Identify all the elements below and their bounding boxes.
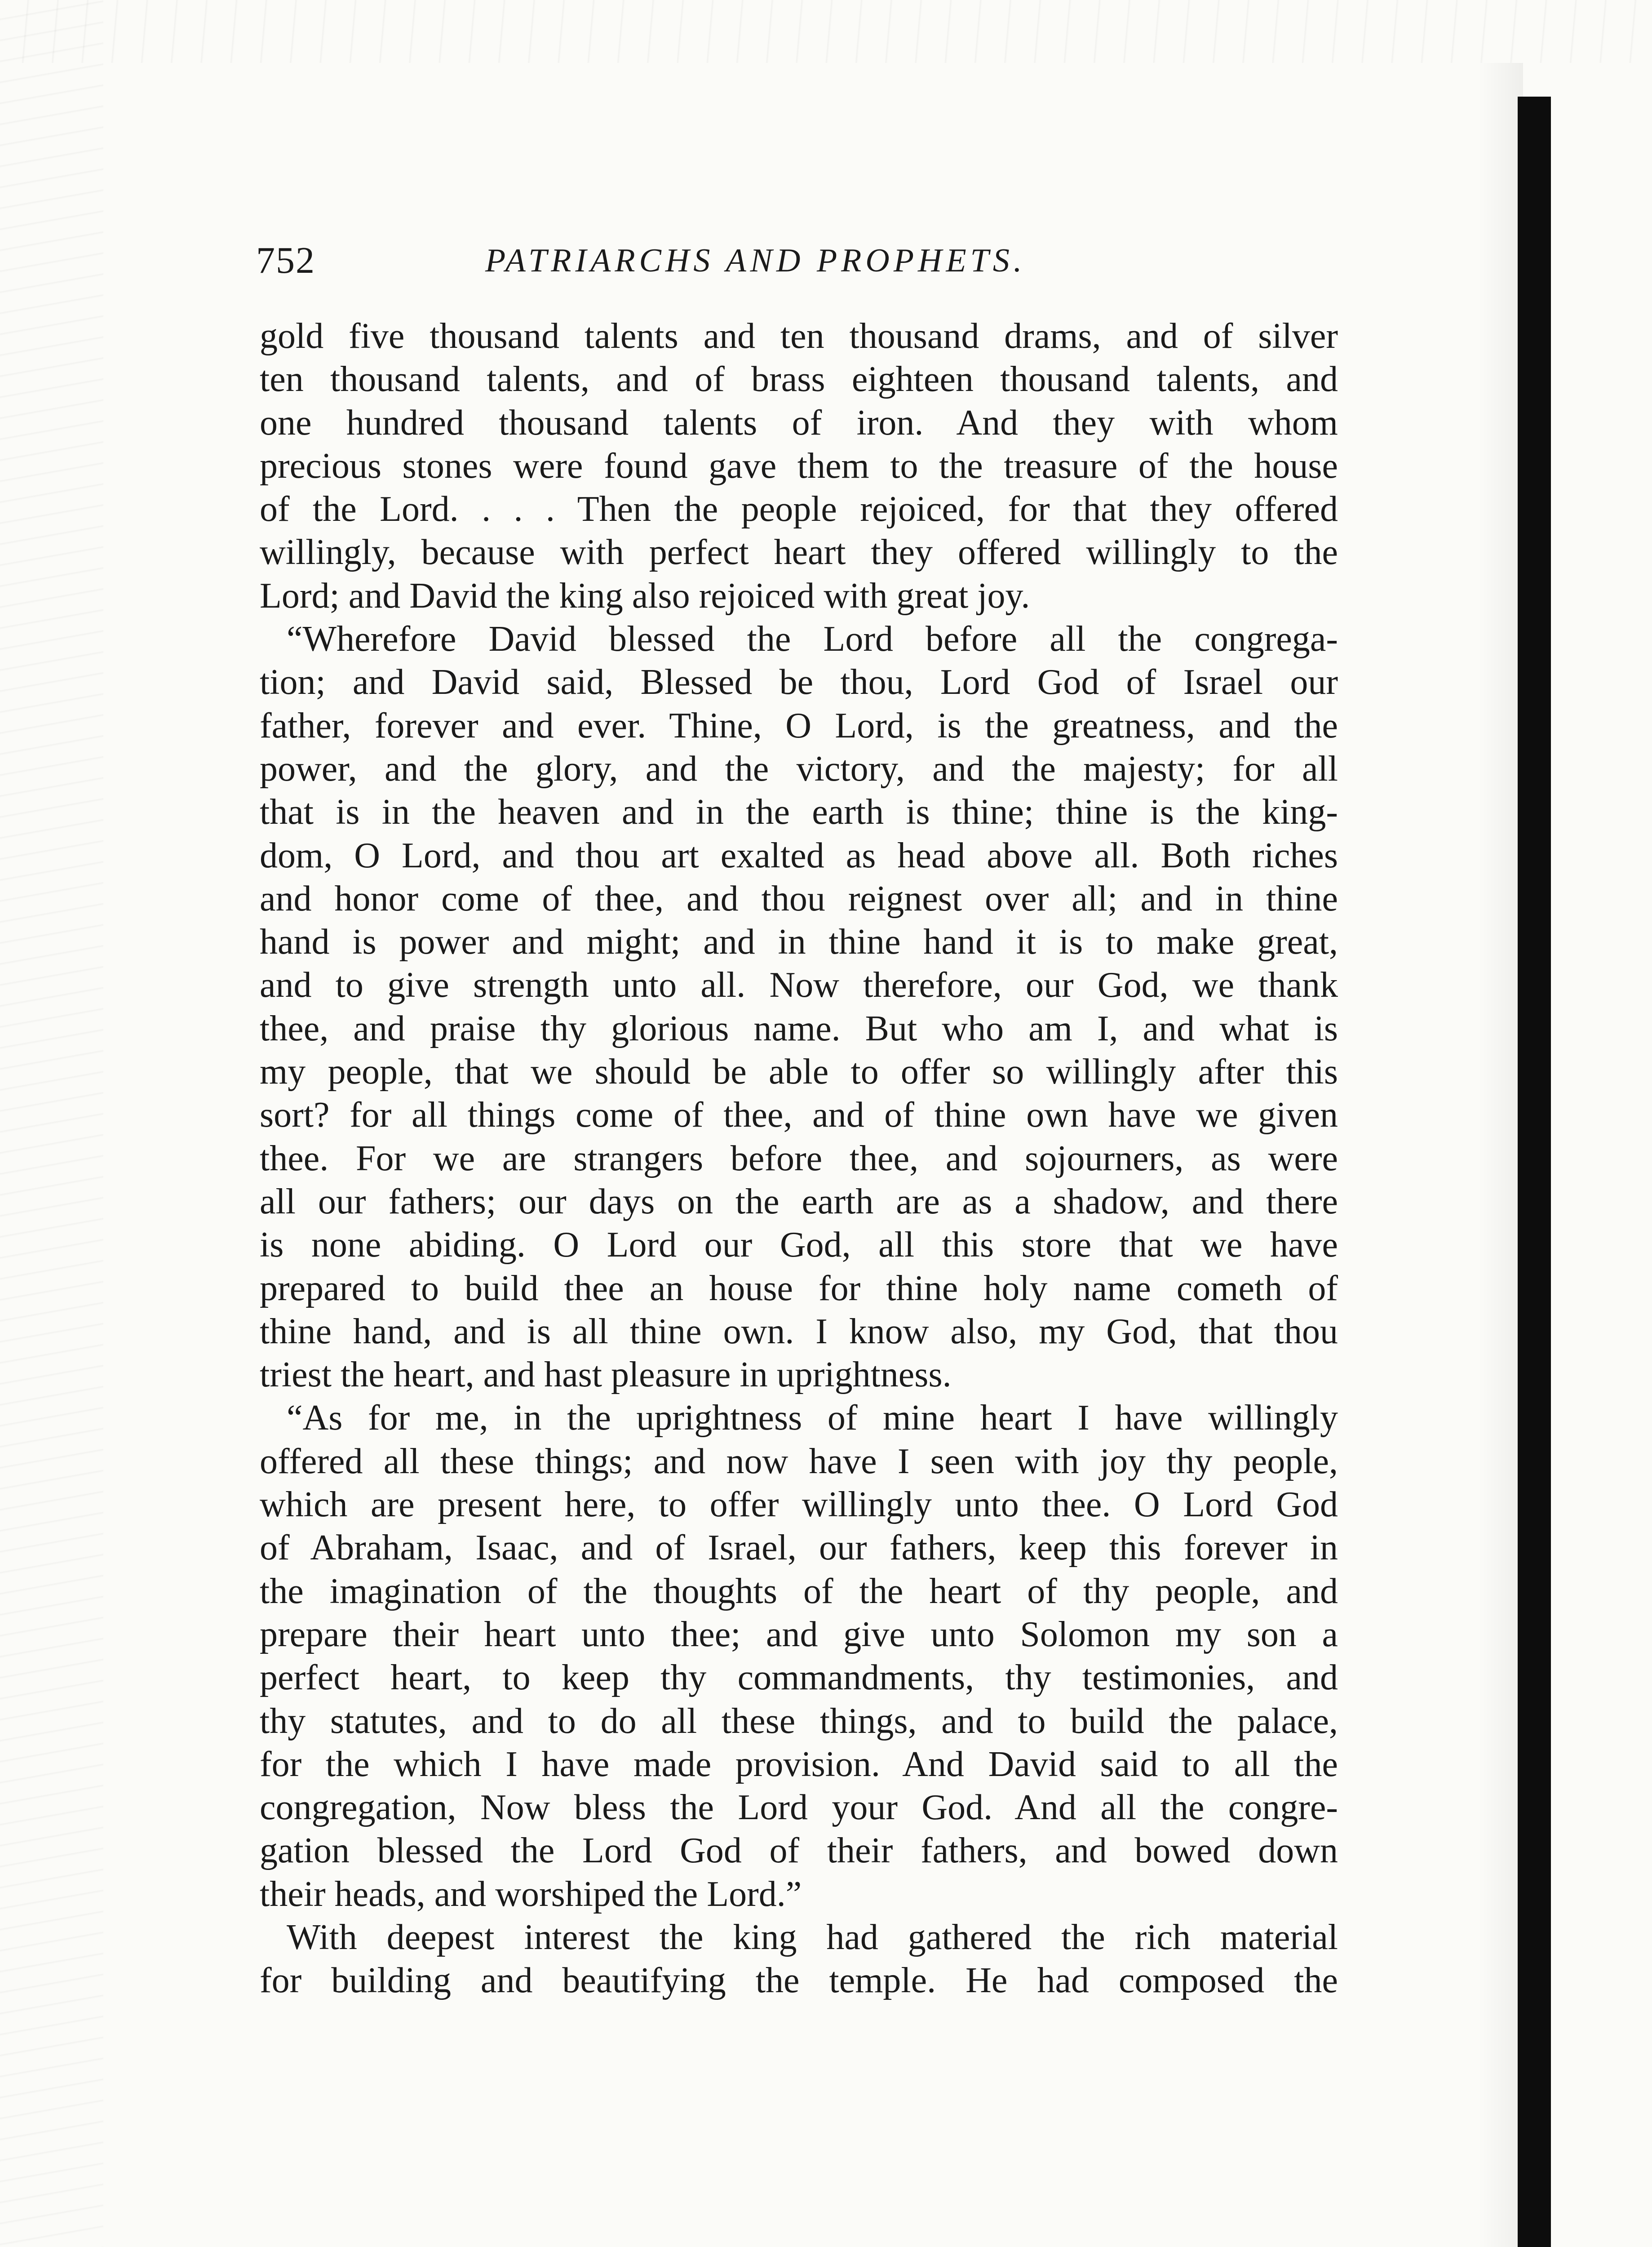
page-scan-noise-left	[0, 0, 103, 2247]
text-line: of the Lord. . . . Then the people rejoiced, for that they offered	[260, 489, 1338, 529]
scan-edge-bar	[1518, 97, 1551, 2247]
text-line: for the which I have made provision. And David said to all the	[260, 1744, 1338, 1784]
text-line: all our fathers; our days on the earth are as a shadow, and there	[260, 1181, 1338, 1221]
text-line: is none abiding. O Lord our God, all this store that we have	[260, 1225, 1338, 1265]
text-line: my people, that we should be able to offer so willingly after this	[260, 1052, 1338, 1092]
text-line: prepare their heart unto thee; and give unto Solomon my son a	[260, 1614, 1338, 1654]
text-line: ten thousand talents, and of brass eighteen thousand talents, and	[260, 360, 1338, 400]
text-line: thine hand, and is all thine own. I know also, my God, that thou	[260, 1311, 1338, 1351]
text-line: of Abraham, Isaac, and of Israel, our fathers, keep this forever in	[260, 1528, 1338, 1568]
text-line: sort? for all things come of thee, and of thine own have we given	[260, 1095, 1338, 1135]
text-line: thee, and praise thy glorious name. But who am I, and what is	[260, 1008, 1338, 1048]
text-line: offered all these things; and now have I seen with joy thy people,	[260, 1441, 1338, 1481]
text-line: perfect heart, to keep thy commandments, thy testimonies, and	[260, 1658, 1338, 1698]
text-line: one hundred thousand talents of iron. And they with whom	[260, 403, 1338, 443]
text-line: power, and the glory, and the victory, and the majesty; for all	[260, 749, 1338, 789]
text-line: thee. For we are strangers before thee, and sojourners, as were	[260, 1138, 1338, 1178]
text-line: and to give strength unto all. Now therefore, our God, we thank	[260, 965, 1338, 1005]
text-line: congregation, Now bless the Lord your God. And all the congre-	[260, 1788, 1338, 1828]
page-header	[256, 236, 1316, 285]
text-line: father, forever and ever. Thine, O Lord, is the greatness, and the	[260, 706, 1338, 746]
text-line: “Wherefore David blessed the Lord before all the congrega-	[287, 619, 1338, 659]
text-line: which are present here, to offer willingly unto thee. O Lord God	[260, 1485, 1338, 1525]
page-scan-noise-top	[0, 0, 1652, 63]
text-line: gold five thousand talents and ten thousand drams, and of silver	[260, 316, 1338, 356]
text-line: “As for me, in the uprightness of mine heart I have willingly	[287, 1398, 1338, 1438]
running-title: PATRIARCHS AND PROPHETS.	[485, 242, 1026, 279]
text-line: their heads, and worshiped the Lord.”	[260, 1874, 802, 1914]
text-line: Lord; and David the king also rejoiced with great joy.	[260, 576, 1030, 616]
text-line: the imagination of the thoughts of the heart of thy people, and	[260, 1571, 1338, 1611]
text-line: gation blessed the Lord God of their fathers, and bowed down	[260, 1831, 1338, 1871]
text-line: and honor come of thee, and thou reignest over all; and in thine	[260, 879, 1338, 919]
body-text	[260, 315, 1338, 2003]
text-line: triest the heart, and hast pleasure in uprightness.	[260, 1355, 952, 1395]
text-line: for building and beautifying the temple. He had composed the	[260, 1961, 1338, 2001]
text-line: thy statutes, and to do all these things, and to build the palace,	[260, 1701, 1338, 1741]
text-line: precious stones were found gave them to the treasure of the house	[260, 446, 1338, 486]
text-line: With deepest interest the king had gathered the rich material	[287, 1917, 1338, 1957]
text-line: that is in the heaven and in the earth is thine; thine is the king-	[260, 792, 1338, 832]
text-line: dom, O Lord, and thou art exalted as head above all. Both riches	[260, 835, 1338, 875]
text-line: hand is power and might; and in thine hand it is to make great,	[260, 922, 1338, 962]
text-line: willingly, because with perfect heart they offered willingly to the	[260, 533, 1338, 573]
page-number: 752	[256, 240, 315, 281]
text-line: tion; and David said, Blessed be thou, Lord God of Israel our	[260, 662, 1338, 702]
binding-shadow	[1478, 63, 1523, 2247]
text-line: prepared to build thee an house for thine holy name cometh of	[260, 1268, 1338, 1308]
